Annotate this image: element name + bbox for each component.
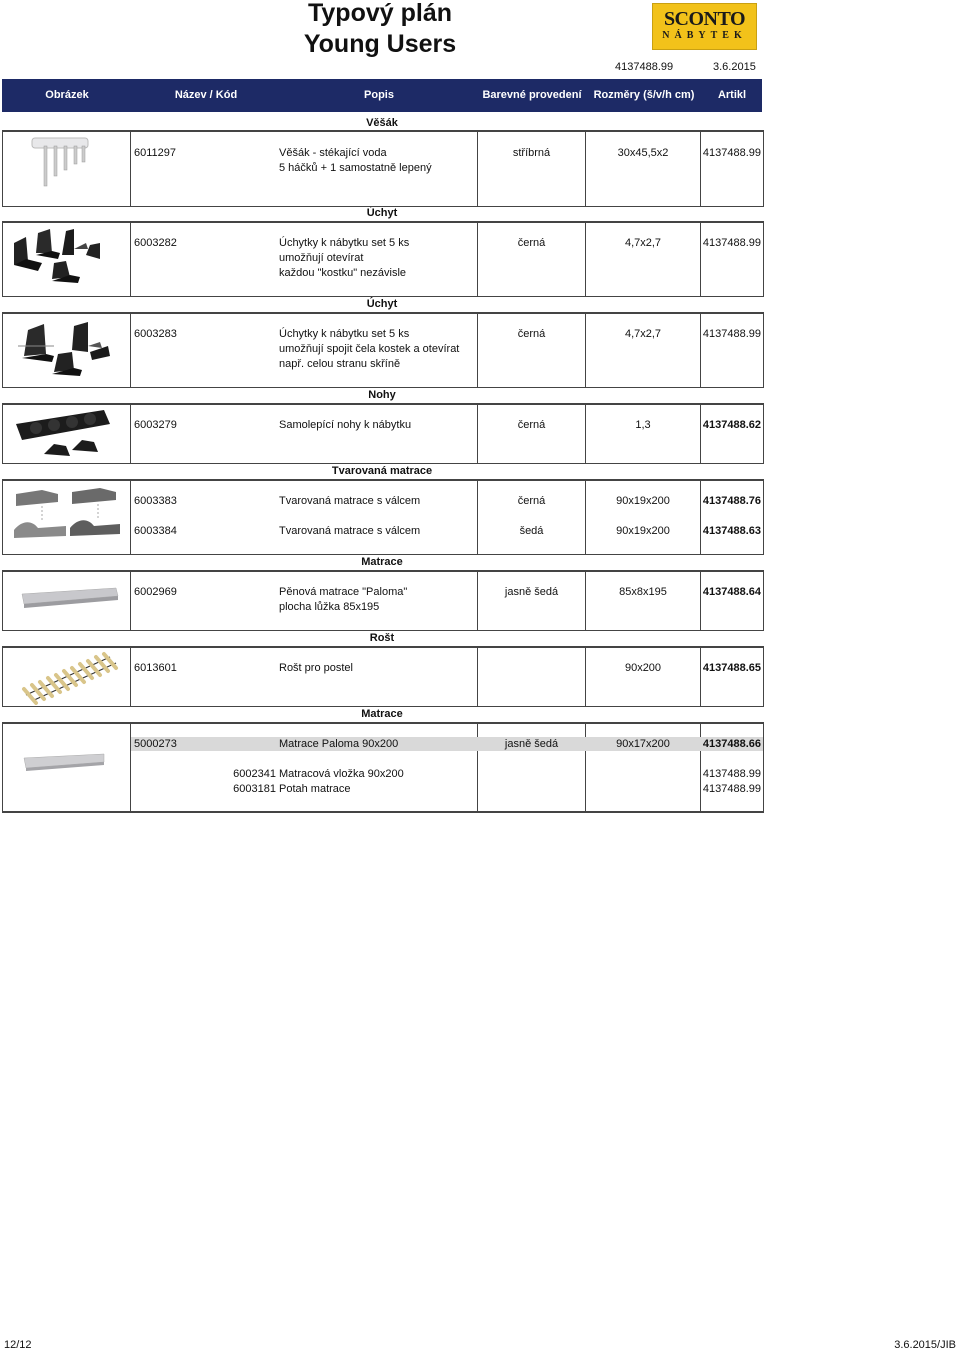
product-code: 6003282 [134,237,177,249]
product-color: jasně šedá [504,586,559,598]
product-color: jasně šedá [504,738,559,750]
product-artikl: 4137488.63 [702,525,761,537]
product-code: 6003384 [134,525,177,537]
product-dims: 90x19x200 [616,525,670,537]
product-artikl: 4137488.99 [702,237,761,249]
product-desc: Pěnová matrace "Paloma" [279,586,408,598]
drawer-handle-image [8,225,120,285]
drawer-connector-image [18,316,118,380]
product-desc: plocha lůžka 85x195 [279,601,380,613]
product-artikl: 4137488.64 [702,586,761,598]
header-code: 4137488.99 [615,61,674,73]
product-code: 6011297 [134,147,177,159]
col-header-dims: Rozměry (š/v/h cm) [593,89,695,101]
section-title: Rošt [369,632,395,644]
product-dims: 30x45,5x2 [617,147,669,159]
product-color: stříbrná [512,147,551,159]
product-desc: umožňují otevírat [279,252,364,264]
product-desc: umožňují spojit čela kostek a otevírat [279,343,460,355]
product-artikl: 4137488.76 [702,495,761,507]
product-desc: Potah matrace [279,783,351,795]
product-desc: Úchytky k nábytku set 5 ks [279,328,410,340]
section-title: Úchyt [366,298,398,310]
slatted-base-image [18,651,122,705]
foam-mattress-image [20,586,120,610]
product-code: 6003383 [134,495,177,507]
section-title: Matrace [361,708,403,720]
logo-top-text: SCONTO [663,8,746,30]
product-artikl: 4137488.99 [702,147,761,159]
product-artikl: 4137488.65 [702,662,761,674]
product-desc: Tvarovaná matrace s válcem [279,495,421,507]
product-color: černá [517,328,546,340]
product-artikl: 4137488.99 [702,768,761,780]
logo-bottom-text: NÁBYTEK [662,30,747,41]
product-desc: např. celou stranu skříně [279,358,401,370]
product-desc: Matracová vložka 90x200 [279,768,404,780]
product-desc: Matrace Paloma 90x200 [279,738,399,750]
product-dims: 1,3 [635,419,651,431]
section-title: Věšák [366,117,398,129]
product-color: černá [517,419,546,431]
product-desc: Rošt pro postel [279,662,353,674]
product-artikl: 4137488.66 [702,738,761,750]
col-header-desc: Popis [364,89,394,101]
product-artikl: 4137488.62 [702,419,761,431]
product-code: 6002341 [233,768,276,780]
col-header-artikl: Artikl [717,89,747,101]
product-code: 6003283 [134,328,177,340]
product-dims: 90x200 [624,662,662,674]
col-header-image: Obrázek [45,89,89,101]
paloma-mattress-image [22,752,106,774]
product-desc: Tvarovaná matrace s válcem [279,525,421,537]
furniture-feet-image [14,406,114,460]
product-dims: 85x8x195 [619,586,667,598]
coat-hook-image [30,136,92,194]
product-desc: každou "kostku" nezávisle [279,267,407,279]
product-code: 6002969 [134,586,177,598]
section-title: Úchyt [366,207,398,219]
product-desc: Samolepící nohy k nábytku [279,419,412,431]
product-dims: 4,7x2,7 [624,328,662,340]
page-title-line1: Typový plán [307,0,452,27]
product-desc: Věšák - stékající voda [279,147,387,159]
product-color: černá [517,237,546,249]
product-desc: Úchytky k nábytku set 5 ks [279,237,410,249]
product-artikl: 4137488.99 [702,328,761,340]
section-title: Matrace [361,556,403,568]
product-dims: 90x17x200 [616,738,670,750]
page-number: 12/12 [4,1339,32,1351]
col-header-name: Název / Kód [174,89,238,101]
product-code: 5000273 [134,738,177,750]
product-code: 6013601 [134,662,177,674]
product-dims: 4,7x2,7 [624,237,662,249]
product-color: černá [517,495,546,507]
product-code: 6003181 [233,783,276,795]
page-title-line2: Young Users [303,30,457,58]
shaped-mattress-image [12,484,124,550]
col-header-color: Barevné provedení [482,89,582,101]
sconto-logo [652,3,757,50]
header-date: 3.6.2015 [713,61,756,73]
product-dims: 90x19x200 [616,495,670,507]
section-title: Tvarovaná matrace [331,465,433,477]
table-header [2,79,762,112]
product-color: šedá [519,525,544,537]
product-code: 6003279 [134,419,177,431]
product-artikl: 4137488.99 [702,783,761,795]
product-desc: 5 háčků + 1 samostatně lepený [279,162,432,174]
section-title: Nohy [368,389,396,401]
footer-date: 3.6.2015/JIB [894,1339,956,1351]
